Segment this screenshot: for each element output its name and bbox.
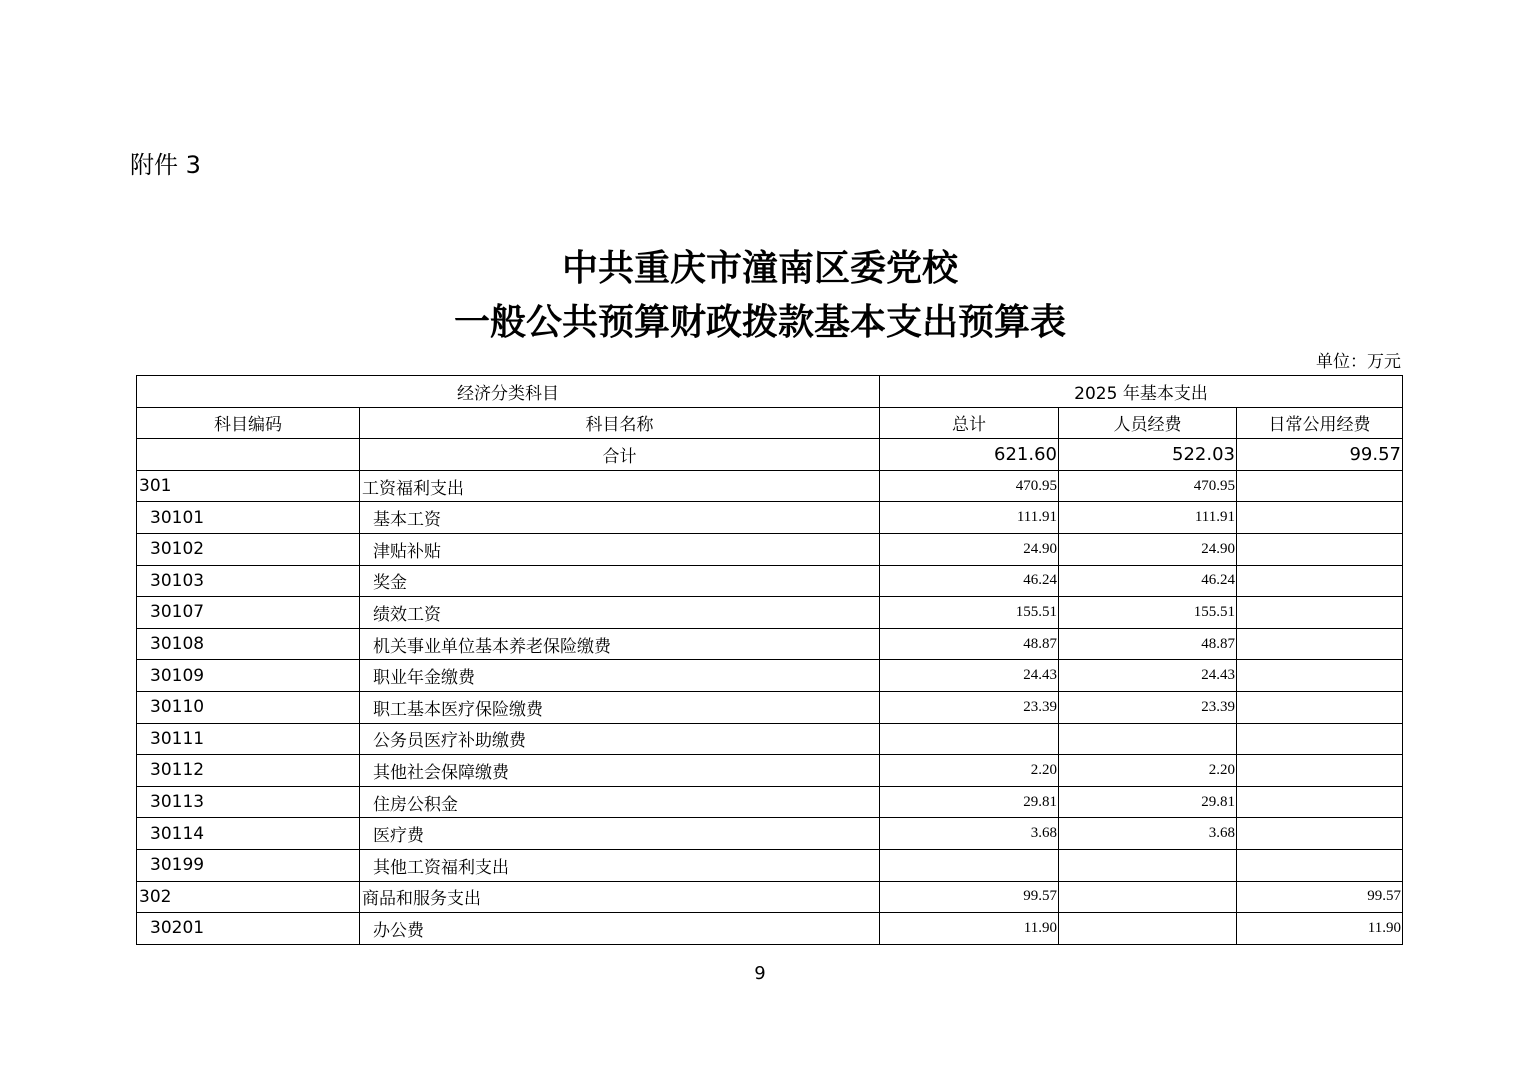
table-row: [137, 818, 1403, 850]
table-row: [137, 660, 1403, 692]
document-title-line1: 中共重庆市潼南区委党校: [561, 247, 958, 289]
table-row-personnel: 470.95: [1059, 470, 1237, 502]
table-row-total: [880, 849, 1059, 881]
table-row-total: 2.20: [880, 755, 1059, 787]
table-row-personnel: [1059, 849, 1237, 881]
table-row: [137, 691, 1403, 723]
group-header-year-expenditure: [880, 376, 1403, 408]
table-row-name: 机关事业单位基本养老保险缴费: [360, 628, 880, 660]
table-row: [137, 470, 1403, 502]
table-total-row: [137, 439, 1403, 471]
table-row-personnel: 46.24: [1059, 565, 1237, 597]
table-row: [137, 755, 1403, 787]
table-row: [137, 881, 1403, 913]
table-row-total: 46.24: [880, 565, 1059, 597]
attachment-label: 附件 3: [130, 151, 201, 179]
table-row-public: [1237, 502, 1403, 534]
table-row-personnel: 23.39: [1059, 691, 1237, 723]
table-row-public: [1237, 755, 1403, 787]
table-row-personnel: [1059, 723, 1237, 755]
table-row-personnel: 2.20: [1059, 755, 1237, 787]
table-row-total: 24.90: [880, 533, 1059, 565]
table-row-public: [1237, 818, 1403, 850]
total-row-public: 99.57: [1237, 439, 1403, 471]
table-row-total: 99.57: [880, 881, 1059, 913]
table-row-name: 公务员医疗补助缴费: [360, 723, 880, 755]
table-row-code: 30114: [137, 818, 360, 850]
table-row: [137, 786, 1403, 818]
table-row-name: 基本工资: [360, 502, 880, 534]
document-title-line2: 一般公共预算财政拨款基本支出预算表: [453, 301, 1066, 343]
column-header-total: 总计: [880, 407, 1059, 439]
table-row-name: 工资福利支出: [360, 470, 880, 502]
table-row-code: 30102: [137, 533, 360, 565]
table-row-code: 30113: [137, 786, 360, 818]
unit-label: 单位：万元: [1316, 352, 1401, 372]
table-row-public: [1237, 691, 1403, 723]
table-row-personnel: [1059, 913, 1237, 945]
table-row-total: 23.39: [880, 691, 1059, 723]
table-row-code: 30109: [137, 660, 360, 692]
table-row-total: [880, 723, 1059, 755]
table-row: [137, 565, 1403, 597]
table-row-name: 办公费: [360, 913, 880, 945]
total-row-total: 621.60: [880, 439, 1059, 471]
table-row-code: 30110: [137, 691, 360, 723]
table-row-personnel: 48.87: [1059, 628, 1237, 660]
table-row-name: 住房公积金: [360, 786, 880, 818]
table-row: [137, 597, 1403, 629]
table-row-total: 155.51: [880, 597, 1059, 629]
table-row-public: [1237, 470, 1403, 502]
group-header-classification: 经济分类科目: [137, 376, 880, 408]
table-row: [137, 723, 1403, 755]
table-row-code: 30112: [137, 755, 360, 787]
table-row-code: 30107: [137, 597, 360, 629]
table-row-public: 99.57: [1237, 881, 1403, 913]
table-row-personnel: 24.90: [1059, 533, 1237, 565]
table-row-code: 30108: [137, 628, 360, 660]
table-row-personnel: 155.51: [1059, 597, 1237, 629]
table-row-name: 其他工资福利支出: [360, 849, 880, 881]
page-number: 9: [754, 963, 766, 984]
table-row-code: 30199: [137, 849, 360, 881]
table-row-total: 3.68: [880, 818, 1059, 850]
table-row-total: 24.43: [880, 660, 1059, 692]
table-row-public: [1237, 786, 1403, 818]
table-row-personnel: 3.68: [1059, 818, 1237, 850]
table-row-code: 30101: [137, 502, 360, 534]
table-row-public: [1237, 565, 1403, 597]
total-row-personnel: 522.03: [1059, 439, 1237, 471]
budget-table: [136, 375, 1403, 945]
column-header-code: 科目编码: [137, 407, 360, 439]
table-row: [137, 628, 1403, 660]
column-header-name: 科目名称: [360, 407, 880, 439]
table-column-header-row: [137, 407, 1403, 439]
table-group-header-row: [137, 376, 1403, 408]
table-row-total: 29.81: [880, 786, 1059, 818]
table-row-code: 302: [137, 881, 360, 913]
table-row-name: 其他社会保障缴费: [360, 755, 880, 787]
table-row-public: [1237, 628, 1403, 660]
table-row-name: 医疗费: [360, 818, 880, 850]
table-row-name: 绩效工资: [360, 597, 880, 629]
table-row-code: 30111: [137, 723, 360, 755]
table-row-name: 津贴补贴: [360, 533, 880, 565]
table-row: [137, 913, 1403, 945]
column-header-public: 日常公用经费: [1237, 407, 1403, 439]
table-row-code: 301: [137, 470, 360, 502]
table-row-public: [1237, 660, 1403, 692]
table-row-public: 11.90: [1237, 913, 1403, 945]
table-row-public: [1237, 849, 1403, 881]
group-header-year-text: 2025 年基本支出: [1074, 383, 1208, 404]
table-row-personnel: 29.81: [1059, 786, 1237, 818]
table-row-total: 48.87: [880, 628, 1059, 660]
table-row: [137, 849, 1403, 881]
table-row-code: 30201: [137, 913, 360, 945]
table-row-personnel: 111.91: [1059, 502, 1237, 534]
table-row-total: 111.91: [880, 502, 1059, 534]
table-row-name: 职业年金缴费: [360, 660, 880, 692]
table-row-personnel: 24.43: [1059, 660, 1237, 692]
table-row: [137, 533, 1403, 565]
table-row-code: 30103: [137, 565, 360, 597]
total-row-label: 合计: [360, 439, 880, 471]
table-row-name: 商品和服务支出: [360, 881, 880, 913]
table-row-name: 奖金: [360, 565, 880, 597]
table-row-public: [1237, 533, 1403, 565]
total-row-code: [137, 439, 360, 471]
table-row-name: 职工基本医疗保险缴费: [360, 691, 880, 723]
column-header-personnel: 人员经费: [1059, 407, 1237, 439]
table-row-public: [1237, 723, 1403, 755]
table-row-total: 470.95: [880, 470, 1059, 502]
table-row: [137, 502, 1403, 534]
table-row-personnel: [1059, 881, 1237, 913]
table-row-public: [1237, 597, 1403, 629]
table-row-total: 11.90: [880, 913, 1059, 945]
